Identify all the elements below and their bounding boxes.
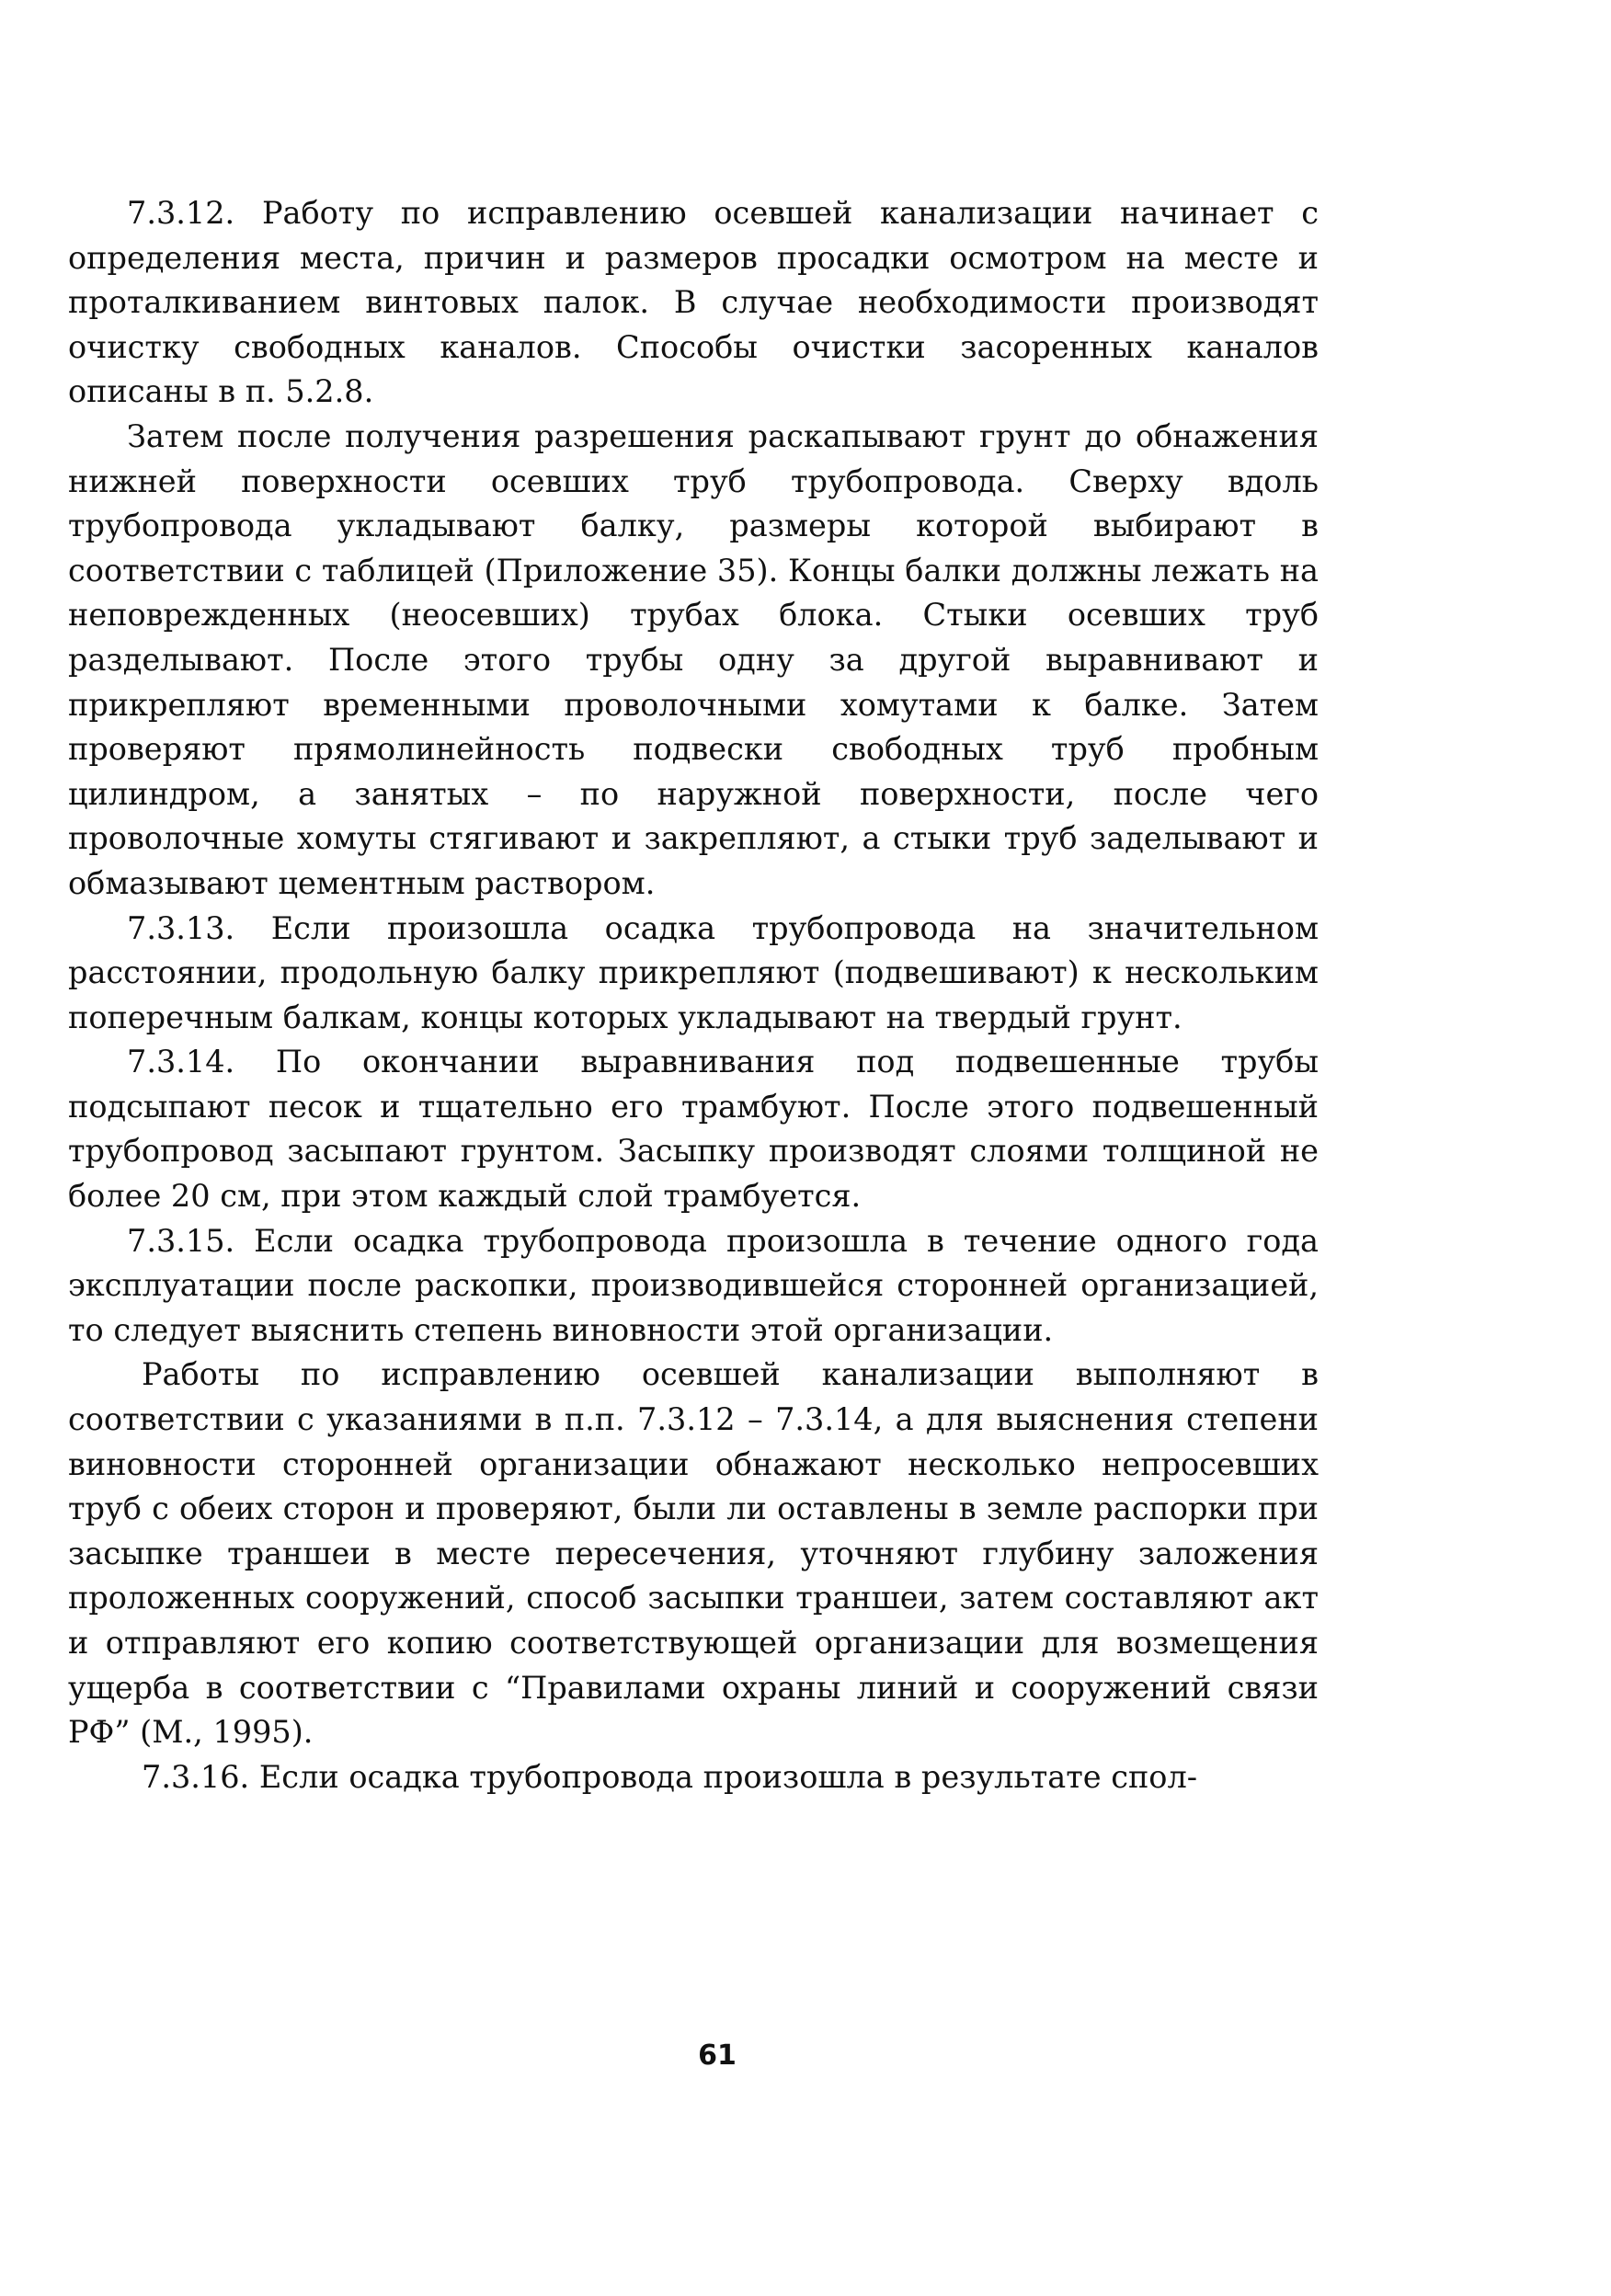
paragraph-7-3-16: 7.3.16. Если осадка трубопровода произошла в результате спол- bbox=[142, 1758, 1198, 1795]
page-number: 61 bbox=[698, 2039, 737, 2072]
paragraph-repair-works: Работы по исправлению осевшей канализации выполняют в соответствии с указаниями в п.п. 7.3.12 – 7.3.14, а для выяснения степени виновности сторонней организации обнажают несколько непросевших труб с обеих сторон и проверяют, были ли оставлены в земле распорки при засыпке траншеи в месте пересечения, уточняют глубину заложения проложенных сооружений, способ засыпки траншеи, затем составляют акт и отправляют его копию соответствующей организации для возмещения ущерба в соответствии с “Правилами охраны линий и сооружений связи РФ” (М., 1995). bbox=[68, 1356, 1319, 1751]
paragraph-7-3-15: 7.3.15. Если осадка трубопровода произошла в течение одного года эксплуатации после раскопки, производившейся сторонней организацией, то следует выяснить степень виновности этой организации. bbox=[68, 1222, 1319, 1348]
paragraph-excavation: Затем после получения разрешения раскапывают грунт до обнажения нижней поверхности осевших труб трубопровода. Сверху вдоль трубопровода укладывают балку, размеры которой выбирают в соответствии с таблицей (Приложение 35). Концы балки должны лежать на неповрежденных (неосевших) трубах блока. Стыки осевших труб разделывают. После этого трубы одну за другой выравнивают и прикрепляют временными проволочными хомутами к балке. Затем проверяют прямолинейность подвески свободных труб пробным цилиндром, а занятых – по наружной поверхности, после чего проволочные хомуты стягивают и закрепляют, а стыки труб заделывают и обмазывают цементным раствором. bbox=[68, 417, 1319, 901]
paragraph-7-3-12: 7.3.12. Работу по исправлению осевшей канализации начинает с определения места, причин и размеров просадки осмотром на месте и проталкиванием винтовых палок. В случае необходимости производят очистку свободных каналов. Способы очистки засоренных каналов описаны в п. 5.2.8. bbox=[68, 195, 1319, 410]
paragraph-7-3-14: 7.3.14. По окончании выравнивания под подвешенные трубы подсыпают песок и тщательно его трамбуют. После этого подвешенный трубопровод засыпают грунтом. Засыпку производят слоями толщиной не более 20 см, при этом каждый слой трамбуется. bbox=[68, 1044, 1319, 1215]
body-text bbox=[68, 191, 1319, 1799]
paragraph-7-3-13: 7.3.13. Если произошла осадка трубопровода на значительном расстоянии, продольную балку прикрепляют (подвешивают) к нескольким поперечным балкам, концы которых укладывают на твердый грунт. bbox=[68, 909, 1319, 1035]
